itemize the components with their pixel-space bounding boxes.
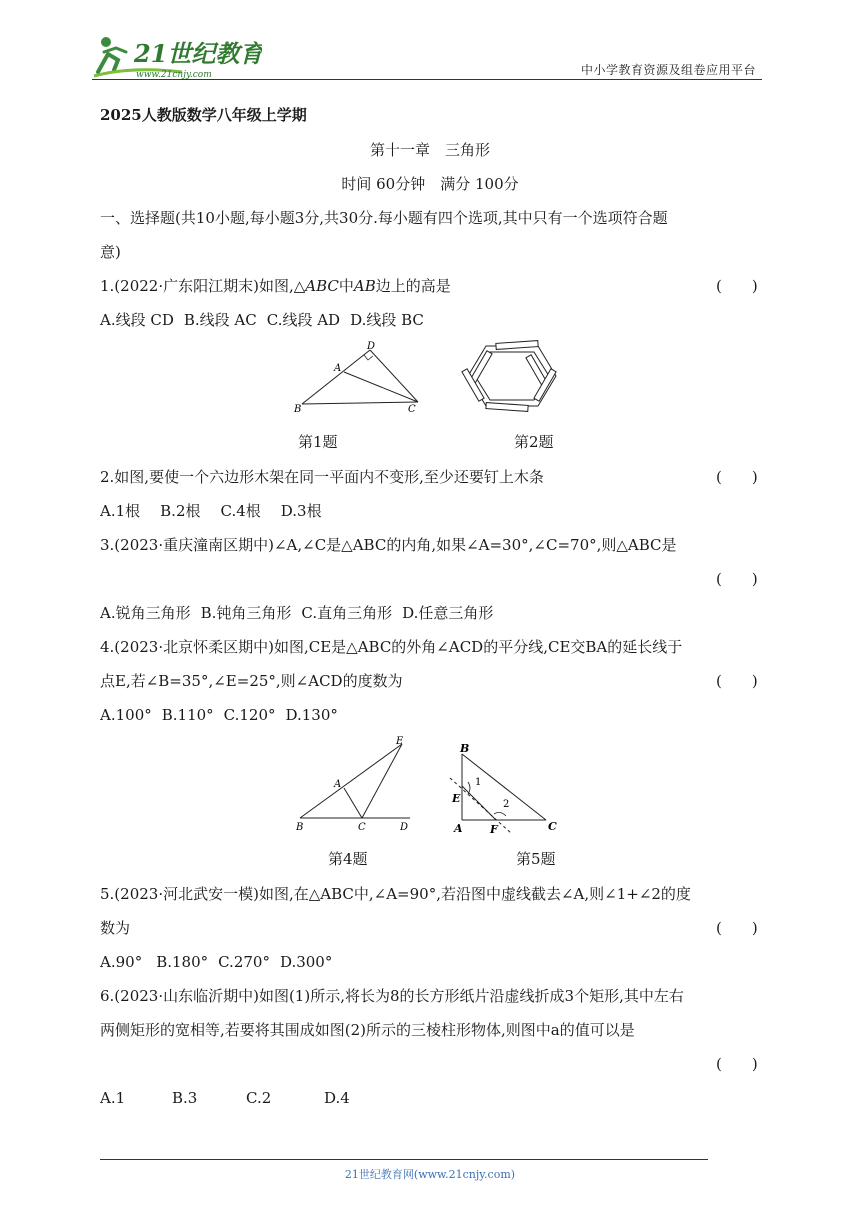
q2-answer-blank[interactable]: ( ) — [716, 468, 758, 486]
logo — [92, 32, 262, 82]
q4-option-d[interactable]: D.130° — [285, 706, 338, 724]
q4-option-b[interactable]: B.110° — [161, 706, 214, 724]
q3-option-c[interactable]: C.直角三角形 — [301, 604, 393, 622]
logo-url: www.21cnjy.com — [136, 70, 212, 80]
q2-option-a[interactable]: A.1根 — [100, 502, 141, 520]
q4-options — [100, 705, 348, 725]
q2-option-c[interactable]: C.4根 — [220, 502, 261, 520]
q4-option-a[interactable]: A.100° — [100, 706, 152, 724]
q5-option-a[interactable]: A.90° — [100, 953, 143, 971]
section-heading: 一、选择题(共10小题,每小题3分,共30分.每小题有四个选项,其中只有一个选项符合题 — [100, 209, 668, 227]
header-divider — [92, 79, 762, 80]
section-heading-cont: 意) — [100, 243, 121, 261]
q4-option-c[interactable]: C.120° — [223, 706, 276, 724]
fig5-label-b: B — [460, 742, 470, 755]
q5-option-b[interactable]: B.180° — [156, 953, 209, 971]
doc-title: 2025人教版数学八年级上学期 — [100, 106, 307, 124]
q1-stem: 1.(2022·广东阳江期末)如图,△ABC中AB边上的高是 — [100, 277, 451, 295]
fig1-label-b: B — [294, 404, 302, 415]
fig1-label-a: A — [334, 363, 342, 374]
figure-2-caption: 第2题 — [514, 433, 554, 451]
q6-stem-line1: 6.(2023·山东临沂期中)如图(1)所示,将长为8的长方形纸片沿虚线折成3个矩形,其中左右 — [100, 987, 684, 1005]
q5-option-c[interactable]: C.270° — [218, 953, 270, 971]
q6-answer-blank[interactable]: ( ) — [716, 1055, 758, 1073]
q4-stem-line2: 点E,若∠B=35°,∠E=25°,则∠ACD的度数为 — [100, 672, 403, 690]
q1-options — [100, 310, 434, 330]
q3-option-a[interactable]: A.锐角三角形 — [100, 604, 191, 622]
figure-5 — [448, 740, 564, 836]
q6-stem-line2: 两侧矩形的宽相等,若要将其围成如图(2)所示的三棱柱形物体,则图中a的值可以是 — [100, 1021, 635, 1039]
q1-option-b[interactable]: B.线段 AC — [183, 311, 257, 329]
figure-1 — [288, 338, 428, 418]
q5-answer-blank[interactable]: ( ) — [716, 919, 758, 937]
figure-4 — [292, 734, 416, 834]
q3-answer-blank[interactable]: ( ) — [716, 570, 758, 588]
fig5-label-c: C — [548, 820, 557, 833]
fig4-label-a: A — [334, 779, 342, 790]
q5-stem-line2: 数为 — [100, 919, 131, 937]
q3-options — [100, 603, 503, 623]
fig5-angle-2: 2 — [503, 799, 510, 810]
q6-option-c[interactable]: C.2 — [246, 1089, 272, 1107]
q4-answer-blank[interactable]: ( ) — [716, 672, 758, 690]
figure-4-caption: 第4题 — [328, 850, 368, 868]
figure-1-caption: 第1题 — [298, 433, 338, 451]
q3-stem: 3.(2023·重庆潼南区期中)∠A,∠C是△ABC的内角,如果∠A=30°,∠C=70°,则△ABC是 — [100, 536, 677, 554]
fig4-label-d: D — [400, 822, 409, 833]
q5-options — [100, 952, 342, 972]
fig1-label-d: D — [367, 341, 376, 352]
q1-option-c[interactable]: C.线段 AD — [266, 311, 341, 329]
exam-info: 时间 60分钟 满分 100分 — [341, 175, 519, 193]
fig4-label-c: C — [358, 822, 366, 833]
q2-option-d[interactable]: D.3根 — [280, 502, 322, 520]
chapter-title: 第十一章 三角形 — [369, 141, 490, 159]
q2-option-b[interactable]: B.2根 — [160, 502, 201, 520]
q1-option-a[interactable]: A.线段 CD — [100, 311, 174, 329]
fig5-label-a: A — [454, 822, 463, 835]
fig5-angle-1: 1 — [475, 777, 482, 788]
figure-5-caption: 第5题 — [516, 850, 556, 868]
q6-options — [100, 1088, 350, 1108]
fig1-label-c: C — [408, 404, 416, 415]
q1-option-d[interactable]: D.线段 BC — [350, 311, 424, 329]
runner-logo-icon — [92, 32, 262, 82]
q6-option-b[interactable]: B.3 — [172, 1089, 198, 1107]
footer-link[interactable]: 21世纪教育网(www.21cnjy.com) — [344, 1168, 516, 1181]
q6-option-a[interactable]: A.1 — [100, 1089, 126, 1107]
fig5-label-e: E — [452, 792, 461, 805]
logo-text: 21世纪教育 — [134, 39, 262, 68]
q3-option-d[interactable]: D.任意三角形 — [402, 604, 494, 622]
q3-option-b[interactable]: B.钝角三角形 — [200, 604, 292, 622]
q5-stem-line1: 5.(2023·河北武安一模)如图,在△ABC中,∠A=90°,若沿图中虚线截去∠A,则∠1+∠2的度 — [100, 885, 691, 903]
q4-stem-line1: 4.(2023·北京怀柔区期中)如图,CE是△ABC的外角∠ACD的平分线,CE交BA的延长线于 — [100, 638, 683, 656]
q1-answer-blank[interactable]: ( ) — [716, 277, 758, 295]
q5-option-d[interactable]: D.300° — [279, 953, 333, 971]
q2-stem: 2.如图,要使一个六边形木架在同一平面内不变形,至少还要钉上木条 — [100, 468, 544, 486]
fig4-label-e: E — [396, 736, 404, 747]
q2-options — [100, 501, 332, 521]
figure-2-hexagon-frame — [456, 334, 568, 418]
q6-option-d[interactable]: D.4 — [324, 1089, 350, 1107]
footer-divider — [100, 1159, 708, 1160]
fig4-label-b: B — [296, 822, 304, 833]
fig5-label-f: F — [490, 823, 498, 836]
site-name: 中小学教育资源及组卷应用平台 — [580, 63, 756, 77]
